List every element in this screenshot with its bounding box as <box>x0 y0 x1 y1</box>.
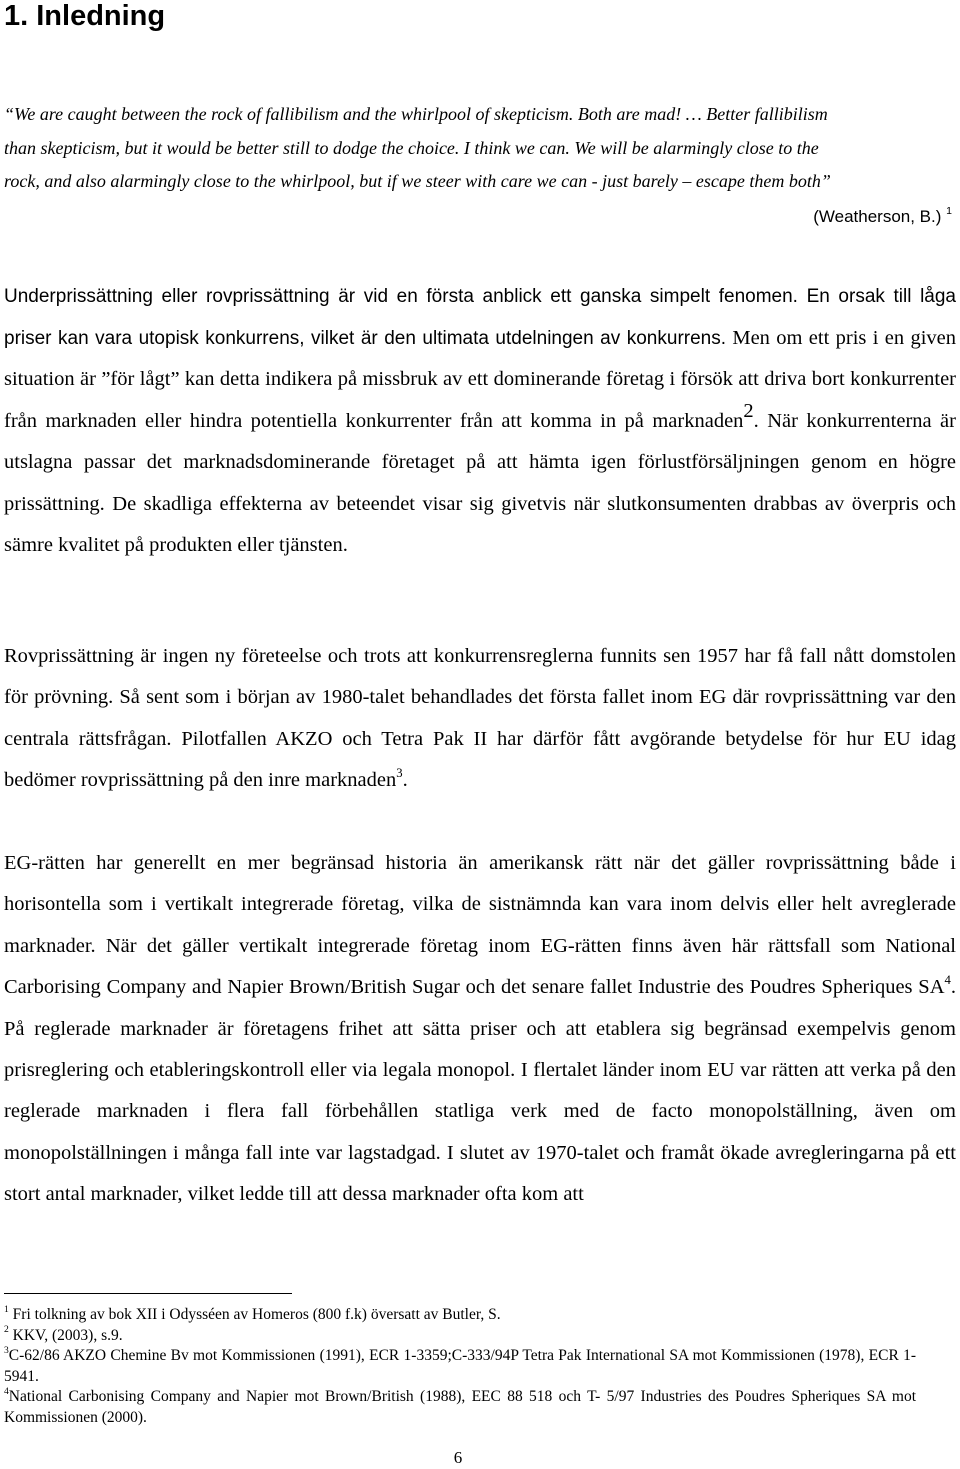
paragraph-text-continued: . På reglerade marknader är företagens frihet att sätta priser och att etablera sig begränsad exempelvis genom prisreglering och etableringskontroll eller via legala monopol. I flertalet länder inom EU var rätten att verka på den reglerade marknaden i flera fall förbehållen statliga verk med de facto monopolställning, även om monopolställningen i många fall inte var lagstadgad. I slutet av 1970-talet och framåt ökade avregleringarna på ett stort antal marknader, vilket ledde till att dessa marknader ofta kom att <box>4 976 956 1206</box>
footnote-reference[interactable]: 3 <box>396 766 403 781</box>
paragraph-text-serif: Men om ett pris i en given situation är ”för lågt” kan detta indikera på missbruk av ett dominerande företag i försök att driva bort konkurrenter från marknaden eller hindra potentiella konkurrenter från att komma in på marknaden <box>4 326 956 432</box>
footnote-number: 1 <box>4 1303 9 1315</box>
footnote-reference[interactable]: 4 <box>944 973 951 988</box>
paragraph-text-continued: . När konkurrenterna är utslagna passar det marknadsdominerande företaget på att hämta igen förlustförsäljningen genom en högre prissättning. De skadliga effekterna av beteendet visar sig givetvis när slutkonsumenten drabbas av överpris och sämre kvalitet på produkten eller tjänsten. <box>4 409 956 556</box>
footnote-1 <box>4 1305 916 1326</box>
footnote-number: 4 <box>4 1385 9 1397</box>
paragraph-text: EG-rätten har generellt en mer begränsad historia än amerikansk rätt när det gäller rovprissättning både i horisontella som i vertikalt integrerade företag, vilka de sistnämnda kan vara inom delvis eller helt avreglerade marknader. När det gäller vertikalt integrerade företag inom EG-rätten finns även här rättsfall som National Carborising Company and Napier Brown/British Sugar och det senare fallet Industrie des Poudres Spheriques SA <box>4 852 956 999</box>
footnote-3 <box>4 1346 916 1387</box>
paragraph-1 <box>4 276 956 567</box>
page-number: 6 <box>453 1448 463 1467</box>
paragraph-text-sans: Underprissättning eller rovprissättning är vid en första anblick ett ganska simpelt fenomen. En orsak till låga priser kan vara utopisk konkurrens, vilket är den ultimata utdelningen av konkurrens. <box>4 286 956 349</box>
footnote-text: National Carbonising Company and Napier mot Brown/British (1988), EEC 88 518 och T- 5/97 Industries des Poudres Spheriques SA mot Kommissionen (2000). <box>4 1388 916 1426</box>
section-heading: 1. Inledning <box>4 0 166 32</box>
quote-line: “We are caught between the rock of fallibilism and the whirlpool of skepticism. Both are mad! … Better fallibilism <box>4 104 828 124</box>
epigraph-quote <box>4 98 944 199</box>
footnote-text: KKV, (2003), s.9. <box>8 1326 123 1344</box>
footnote-reference[interactable]: 2 <box>743 400 754 423</box>
footnote-reference[interactable]: 1 <box>946 205 952 218</box>
paragraph-text-continued: . <box>402 769 408 792</box>
footnote-divider <box>4 1293 292 1294</box>
footnotes-section <box>4 1305 916 1428</box>
paragraph-3 <box>4 843 956 1216</box>
quote-attribution <box>813 200 952 234</box>
footnote-number: 2 <box>4 1324 9 1336</box>
paragraph-2 <box>4 636 956 802</box>
quote-line: rock, and also alarmingly close to the whirlpool, but if we steer with care we can - just barely – escape them both” <box>4 171 831 191</box>
attribution-text: (Weatherson, B.) <box>813 207 942 226</box>
paragraph-text: Rovprissättning är ingen ny företeelse och trots att konkurrensreglerna funnits sen 1957 har få fall nått domstolen för prövning. Så sent som i början av 1980-talet behandlades det första fallet inom EG där rovprissättning var den centrala rättsfrågan. Pilotfallen AKZO och Tetra Pak II har därför fått avgörande betydelse för hur EU idag bedömer rovprissättning på den inre marknaden <box>4 645 956 792</box>
footnote-text: Fri tolkning av bok XII i Odysséen av Homeros (800 f.k) översatt av Butler, S. <box>8 1306 501 1323</box>
footnote-text: C-62/86 AKZO Chemine Bv mot Kommissionen (1991), ECR 1-3359;C-333/94P Tetra Pak International SA mot Kommissionen (1978), ECR 1-5941. <box>4 1347 916 1385</box>
footnote-number: 3 <box>4 1344 9 1356</box>
footnote-2 <box>4 1326 916 1347</box>
quote-line: than skepticism, but it would be better still to dodge the choice. I think we can. We will be alarmingly close to the <box>4 137 819 158</box>
footnote-4 <box>4 1387 916 1428</box>
